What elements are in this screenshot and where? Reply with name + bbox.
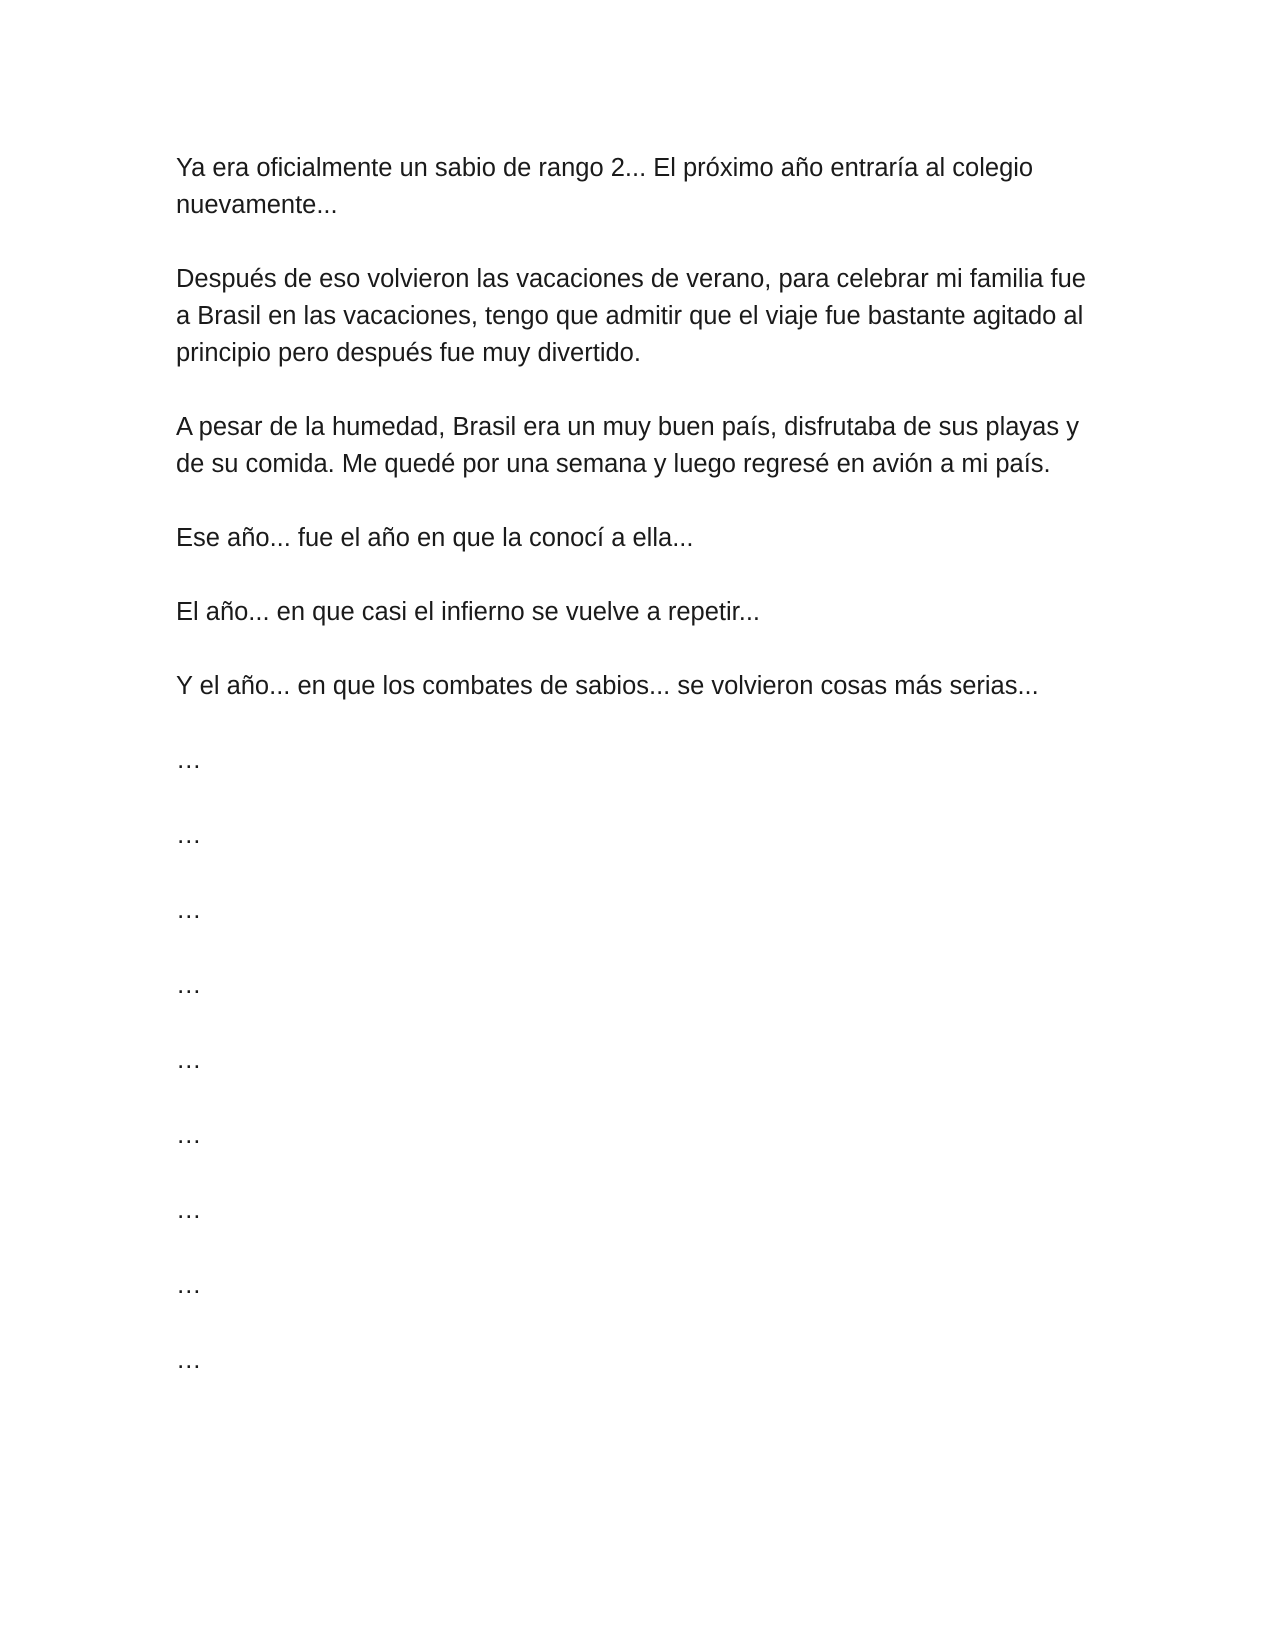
ellipsis-line-3: … [176, 896, 203, 924]
ellipsis-line-2: … [176, 821, 203, 849]
ellipsis-line-5: … [176, 1046, 203, 1074]
ellipsis-line-6: … [176, 1121, 203, 1149]
ellipsis-line-4: … [176, 971, 203, 999]
ellipsis-line-7: … [176, 1196, 203, 1224]
paragraph-4: Ese año... fue el año en que la conocí a ella... [176, 524, 694, 552]
paragraph-3: A pesar de la humedad, Brasil era un muy buen país, disfrutaba de sus playas y de su comida. Me quedé por una semana y luego regresé en avión a mi país. [176, 413, 1079, 478]
paragraph-5: El año... en que casi el infierno se vuelve a repetir... [176, 598, 761, 626]
paragraph-1: Ya era oficialmente un sabio de rango 2... El próximo año entraría al colegio nuevamente... [176, 154, 1034, 219]
paragraph-2: Después de eso volvieron las vacaciones de verano, para celebrar mi familia fue a Brasil en las vacaciones, tengo que admitir que el viaje fue bastante agitado al principio pero después fue muy divertido. [176, 265, 1086, 367]
ellipsis-line-9: … [176, 1346, 203, 1374]
paragraph-6: Y el año... en que los combates de sabios... se volvieron cosas más serias... [176, 672, 1039, 700]
ellipsis-line-8: … [176, 1271, 203, 1299]
document-body [176, 150, 1096, 1417]
ellipsis-line-1: … [176, 746, 203, 774]
